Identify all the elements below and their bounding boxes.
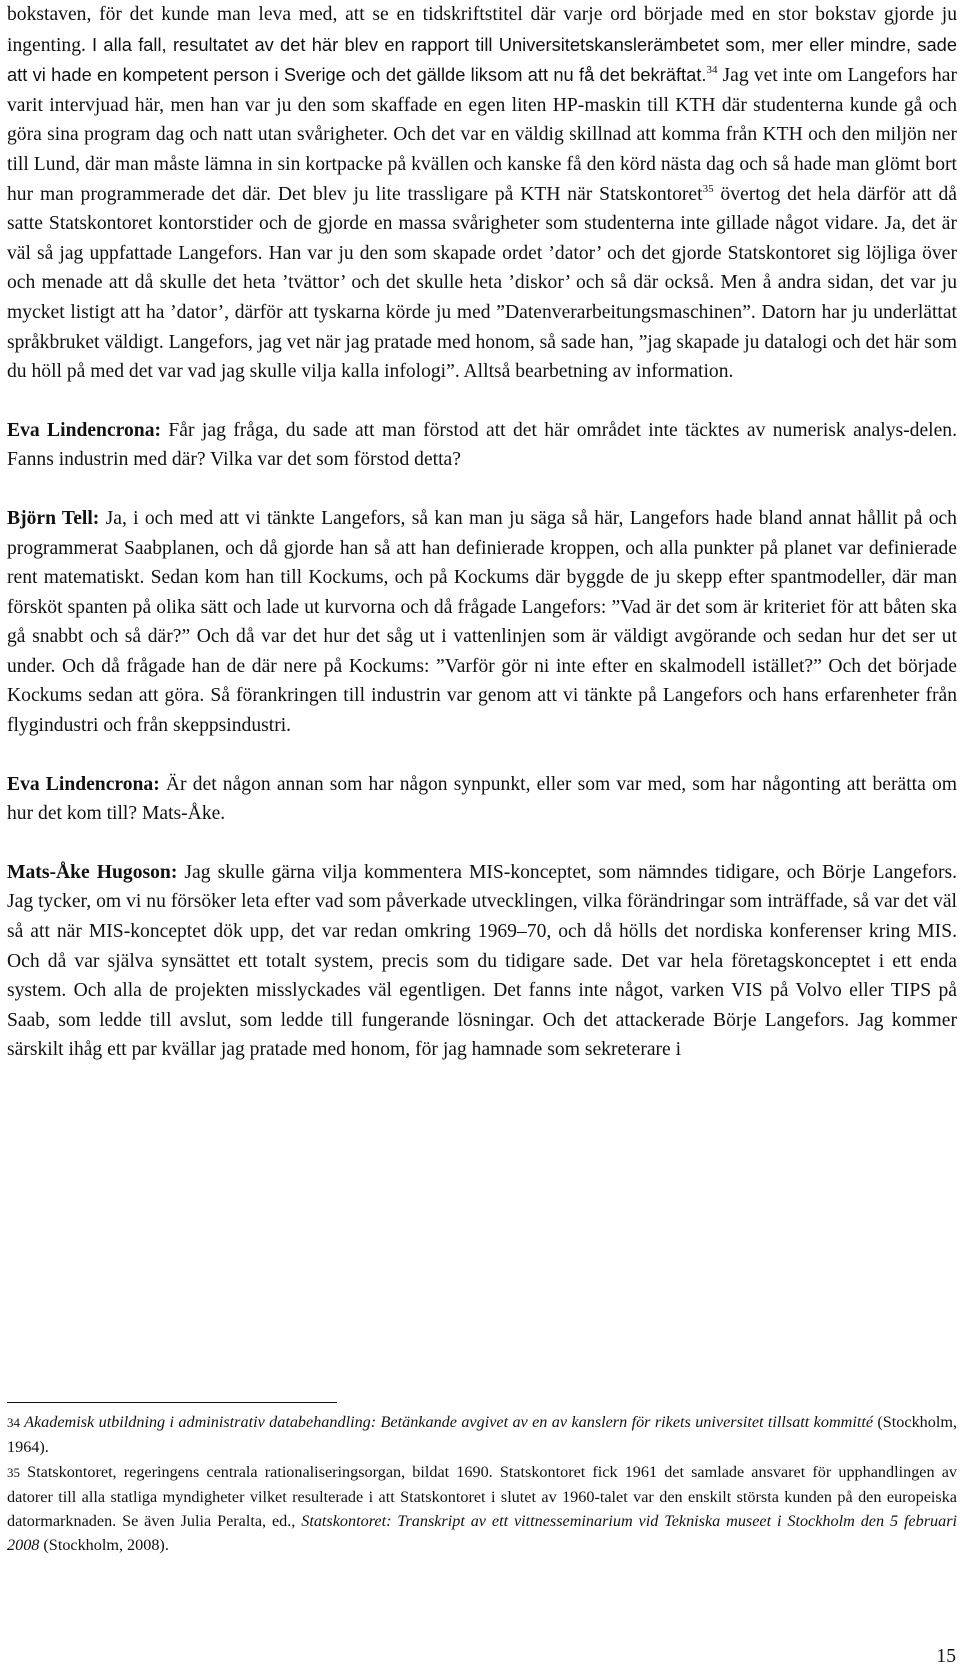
speaker-name: Björn Tell: xyxy=(7,507,100,529)
footnote-text: Akademisk utbildning i administrativ databehandling: Betänkande avgivet av en av kanslern för rikets universitet tillsatt kommitté xyxy=(20,1413,874,1431)
speaker-name: Eva Lindencrona: xyxy=(7,419,162,441)
footnote-reference: 35 xyxy=(702,182,714,195)
footnote-text: (Stockholm, 1964). xyxy=(7,1413,958,1457)
paragraph xyxy=(7,416,957,475)
paragraph xyxy=(7,0,957,387)
text-run: Ja, i och med att vi tänkte Langefors, så kan man ju säga så här, Langefors hade bland annat hållit på och programmerat Saabplanen, och då gjorde han så att han definierade kroppen, och alla punkter på planet var definierade rent matematiskt. Sedan kom han till Kockums, och på Kockums där byggde de ju skepp efter spantmodeller, där man försköt spanten på olika sätt och lade ut kurvorna och då frågade Langefors: ”Vad är det som är kriteriet för att båten ska gå snabbt och så där?” Och då var det hur det såg ut i vattenlinjen som är väldigt avgörande och sedan hur det ser ut under. Och då frågade han de där nere på Kockums: ”Varför gör ni inte efter en skalmodell istället?” Och det började Kockums sedan att göra. Så förankringen till industrin var genom att vi tänkte på Langefors och hans erfarenheter från flygindustri och från skeppsindustri. xyxy=(7,507,957,737)
paragraph xyxy=(7,504,957,741)
text-run: övertog det hela därför att då satte Statskontoret kontorstider och de gjorde en massa svårigheter som studenterna inte gillade något vidare. Ja, det är väl så jag uppfattade Langefors. Han var ju den som skapade ordet ’dator’ och det gjorde Statskontoret sig löjliga över och menade att då skulle det heta ’tvättor’ och det skulle heta ’diskor’ och så där också. Men å andra sidan, det var ju mycket listigt att ha ’dator’, därför att tyskarna körde ju med ”Datenverarbeitungsmaschinen”. Datorn har ju underlättat språkbruket väldigt. Langefors, jag vet när jag pratade med honom, så sade han, ”jag skapade ju datalogi och det här som du höll på med det var vad jag skulle vilja kalla infologi”. Alltså bearbetning av information. xyxy=(7,183,957,383)
footnote-text: Statskontoret, regeringens centrala rationaliseringsorgan, bildat 1690. Statskontoret fick 1961 det samlade ansvaret för upphandlingen av datorer till alla statliga myndigheter vilket resulterade i att Statskontoret i slutet av 1960-talet var den enskilt största kunden på den europeiska datormarknaden. Se även Julia Peralta, ed., xyxy=(7,1462,957,1531)
footnotes xyxy=(7,1410,957,1558)
footnote-number: 35 xyxy=(7,1464,20,1480)
body-text xyxy=(7,0,957,1065)
text-run: Får jag fråga, du sade att man förstod att det här området inte täcktes av numerisk analys-delen. Fanns industrin med där? Vilka var det som förstod detta? xyxy=(7,419,957,471)
text-run: Jag skulle gärna vilja kommentera MIS-konceptet, som nämndes tidigare, och Börje Langefors. Jag tycker, om vi nu försöker leta efter vad som påverkade utvecklingen, vilka förändringar som inträffade, så var det väl så att när MIS-konceptet dök upp, det var redan omkring 1969–70, och då hölls det nordiska konferenser kring MIS. Och då var själva synsättet ett totalt system, precis som du tidigare sade. Det var hela företagskonceptet i ett enda system. Och alla de projekten misslyckades väl egentligen. Det fanns inte något, varken VIS på Volvo eller TIPS på Saab, som ledde till avslut, som ledde till fungerande lösningar. Och det attackerade Börje Langefors. Jag kommer särskilt ihåg ett par kvällar jag pratade med honom, för jag hamnade som sekreterare i xyxy=(7,861,957,1061)
text-run: Jag vet inte om Langefors har varit intervjuad här, men han var ju den som skaffade en egen liten HP-maskin till KTH där studenterna kunde gå och göra sina program dag och natt utan svårigheter. Och det var en väldig skillnad att komma från KTH och den miljön ner till Lund, där man måste lämna in sin kortpacke på kvällen och kanske få den körd nästa dag och så hade man glömt bort hur man programmerade det där. Det blev ju lite trassligare på KTH när Statskontoret xyxy=(7,65,957,205)
footnote-text: Statskontoret: Transkript av ett vittnesseminarium vid Tekniska museet i Stockholm den 5 februari 2008 xyxy=(7,1512,957,1555)
footnote xyxy=(7,1410,957,1460)
footnote xyxy=(7,1460,957,1558)
footnote-divider xyxy=(7,1402,337,1403)
footnote-text: (Stockholm, 2008). xyxy=(39,1536,169,1555)
paragraph xyxy=(7,770,957,829)
footnote-number: 34 xyxy=(7,1415,20,1430)
text-run: I alla fall, resultatet av det här blev en rapport till Universitetskanslerämbetet som, mer eller mindre, sade att vi hade en kompetent person i Sverige och det gällde liksom att nu få det bekräftat. xyxy=(7,33,958,86)
text-run: bokstaven, för det kunde man leva med, att se en tidskriftstitel där varje ord började med en stor bokstav gjorde ju ingenting. xyxy=(7,4,957,56)
paragraph xyxy=(7,858,957,1065)
footnote-reference: 34 xyxy=(706,64,718,77)
speaker-name: Eva Lindencrona: xyxy=(7,773,160,795)
speaker-name: Mats-Åke Hugoson: xyxy=(7,861,178,883)
page-number: 15 xyxy=(936,1646,956,1667)
text-run: Är det någon annan som har någon synpunkt, eller som var med, som har någonting att berätta om hur det kom till? Mats-Åke. xyxy=(7,773,957,825)
